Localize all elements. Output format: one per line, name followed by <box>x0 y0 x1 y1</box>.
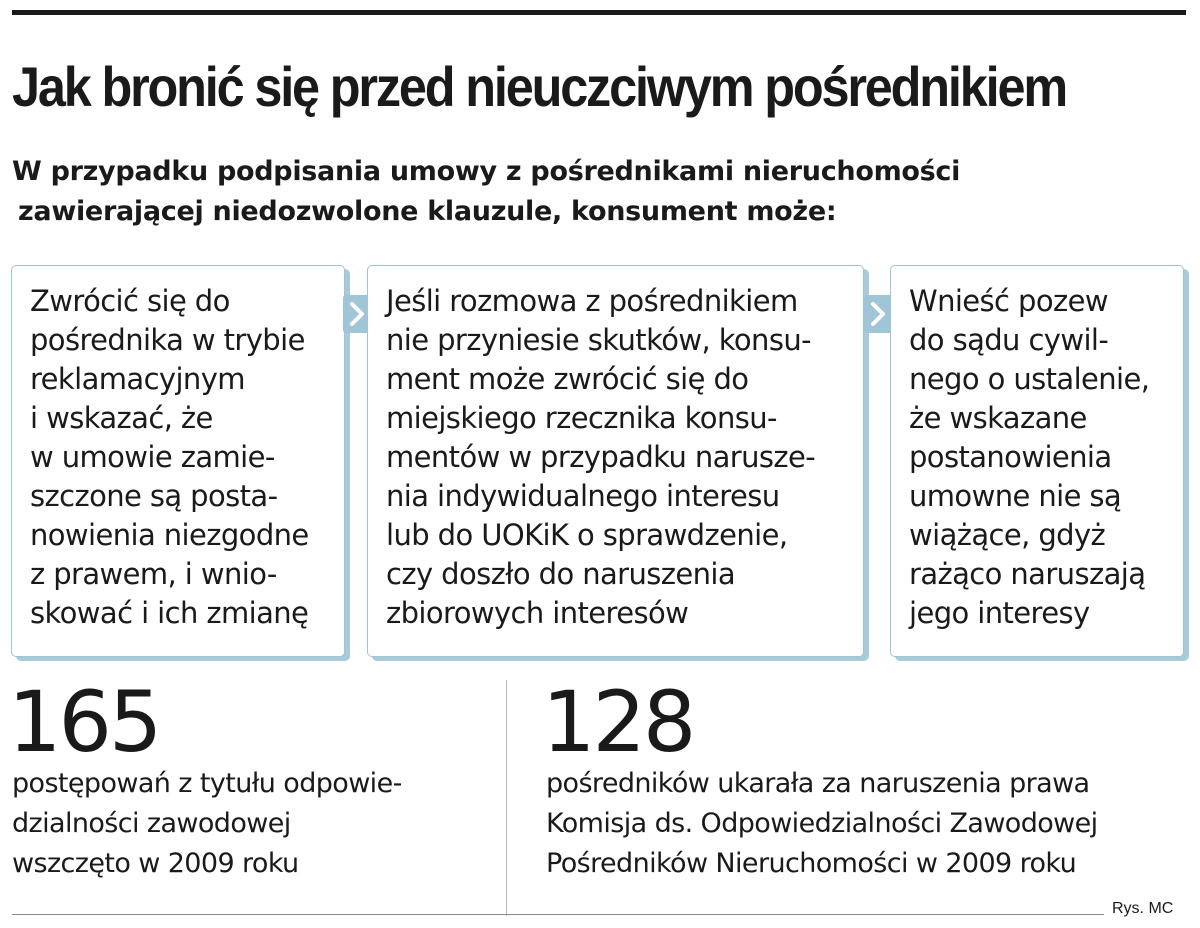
step-card-1 <box>11 265 345 657</box>
step-3-line: umowne nie są <box>909 479 1122 513</box>
step-2-line: czy doszło do naruszenia <box>386 557 736 591</box>
stat-2-line: Komisja ds. Odpowiedzialności Zawodowej <box>546 808 1098 839</box>
image-credit: Rys. MC <box>1112 900 1174 917</box>
stat-2-number: 128 <box>542 673 694 771</box>
page-title: Jak bronić się przed nieuczciwym pośrednikiem <box>12 55 1067 118</box>
stat-1-description <box>12 764 402 884</box>
step-3-line: rażąco naruszają <box>909 557 1146 591</box>
step-3-line: postanowienia <box>909 440 1112 474</box>
step-3-text <box>909 282 1149 633</box>
step-2-line: zbiorowych interesów <box>386 596 689 630</box>
stat-1-line: dzialności zawodowej <box>12 808 291 839</box>
stat-1-line: postępowań z tytułu odpowie- <box>12 768 402 799</box>
top-rule <box>12 10 1186 15</box>
step-2-line: nie przyniesie skutków, konsu- <box>386 323 811 357</box>
step-card-3 <box>890 265 1184 657</box>
step-2-line: Jeśli rozmowa z pośrednikiem <box>386 284 798 318</box>
step-1-line: i wskazać, że <box>30 401 213 435</box>
step-3-line: że wskazane <box>909 401 1087 435</box>
step-1-line: skować i ich zmianę <box>30 596 309 630</box>
step-3-line: Wnieść pozew <box>909 284 1108 318</box>
stat-2-description <box>546 764 1098 884</box>
step-3-line: do sądu cywil- <box>909 323 1109 357</box>
step-3-line: jego interesy <box>909 596 1090 630</box>
step-2-line: miejskiego rzecznika konsu- <box>386 401 777 435</box>
step-1-line: z prawem, i wnio- <box>30 557 277 591</box>
subtitle-line-2: zawierającej niedozwolone klauzule, konsument może: <box>18 196 837 227</box>
subtitle <box>12 152 1172 232</box>
vertical-divider <box>506 680 507 916</box>
step-1-line: w umowie zamie- <box>30 440 275 474</box>
step-2-line: ment może zwrócić się do <box>386 362 749 396</box>
step-2-line: lub do UOKiK o sprawdzenie, <box>386 518 788 552</box>
step-1-text <box>30 282 309 633</box>
stat-1-line: wszczęto w 2009 roku <box>12 848 299 879</box>
step-3-line: wiążące, gdyż <box>909 518 1106 552</box>
stat-1-number: 165 <box>8 673 160 771</box>
step-1-line: szczone są posta- <box>30 479 278 513</box>
step-1-line: pośrednika w trybie <box>30 323 305 357</box>
stat-2-line: Pośredników Nieruchomości w 2009 roku <box>546 848 1077 879</box>
step-1-line: Zwrócić się do <box>30 284 230 318</box>
step-2-text <box>386 282 815 633</box>
stat-2-line: pośredników ukarała za naruszenia prawa <box>546 768 1090 799</box>
step-3-line: nego o ustalenie, <box>909 362 1150 396</box>
step-2-line: nia indywidualnego interesu <box>386 479 780 513</box>
bottom-rule <box>12 914 1104 915</box>
subtitle-line-1: W przypadku podpisania umowy z pośrednikami nieruchomości <box>12 156 961 187</box>
step-1-line: reklamacyjnym <box>30 362 245 396</box>
step-card-2 <box>367 265 864 657</box>
step-1-line: nowienia niezgodne <box>30 518 309 552</box>
step-2-line: mentów w przypadku narusze- <box>386 440 816 474</box>
